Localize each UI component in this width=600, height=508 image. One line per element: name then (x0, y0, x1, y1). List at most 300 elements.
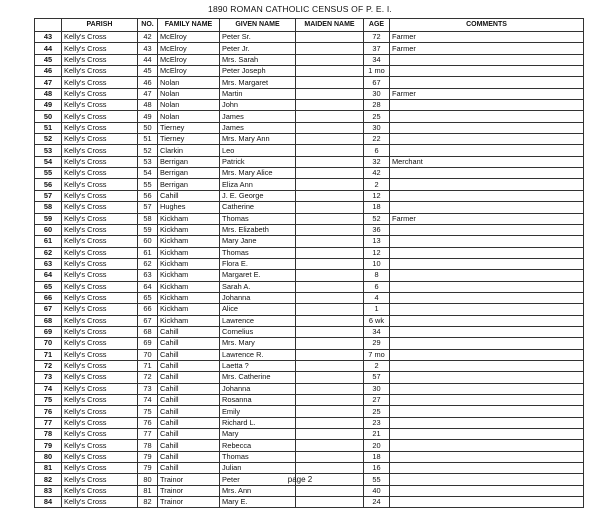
age-cell: 72 (364, 32, 390, 43)
column-header-family-name: FAMILY NAME (158, 19, 220, 32)
number-cell: 55 (138, 179, 158, 190)
table-row (35, 100, 584, 111)
family-name-cell: McElroy (158, 32, 220, 43)
table-row (35, 122, 584, 133)
comments-cell (390, 485, 584, 496)
table-row (35, 485, 584, 496)
family-name-cell: Cahill (158, 326, 220, 337)
number-cell: 67 (138, 315, 158, 326)
maiden-name-cell (296, 179, 364, 190)
page-number: page 2 (287, 475, 313, 484)
table-row (35, 315, 584, 326)
table-row (35, 66, 584, 77)
row-index-cell: 63 (35, 258, 62, 269)
family-name-cell: Trainor (158, 497, 220, 508)
number-cell: 65 (138, 292, 158, 303)
age-cell: 10 (364, 258, 390, 269)
age-cell: 6 wk (364, 315, 390, 326)
family-name-cell: Berrigan (158, 156, 220, 167)
family-name-cell: Cahill (158, 406, 220, 417)
row-index-cell: 79 (35, 440, 62, 451)
age-cell: 30 (364, 122, 390, 133)
number-cell: 64 (138, 281, 158, 292)
number-cell: 79 (138, 463, 158, 474)
parish-cell: Kelly's Cross (62, 111, 138, 122)
family-name-cell: McElroy (158, 66, 220, 77)
number-cell: 80 (138, 474, 158, 485)
table-row (35, 292, 584, 303)
given-name-cell: Alice (220, 304, 296, 315)
family-name-cell: Kickham (158, 247, 220, 258)
maiden-name-cell (296, 440, 364, 451)
row-index-cell: 48 (35, 88, 62, 99)
comments-cell (390, 417, 584, 428)
maiden-name-cell (296, 202, 364, 213)
row-index-cell: 50 (35, 111, 62, 122)
comments-cell (390, 395, 584, 406)
parish-cell: Kelly's Cross (62, 497, 138, 508)
parish-cell: Kelly's Cross (62, 315, 138, 326)
age-cell: 21 (364, 429, 390, 440)
maiden-name-cell (296, 32, 364, 43)
row-index-cell: 72 (35, 360, 62, 371)
parish-cell: Kelly's Cross (62, 88, 138, 99)
number-cell: 61 (138, 247, 158, 258)
given-name-cell: Mary Jane (220, 236, 296, 247)
table-row (35, 168, 584, 179)
table-row (35, 326, 584, 337)
family-name-cell: Cahill (158, 360, 220, 371)
family-name-cell: Cahill (158, 429, 220, 440)
maiden-name-cell (296, 338, 364, 349)
table-row (35, 429, 584, 440)
table-row (35, 270, 584, 281)
table-row (35, 383, 584, 394)
given-name-cell: Emily (220, 406, 296, 417)
given-name-cell: Mary E. (220, 497, 296, 508)
table-row (35, 372, 584, 383)
maiden-name-cell (296, 372, 364, 383)
table-row (35, 32, 584, 43)
parish-cell: Kelly's Cross (62, 304, 138, 315)
comments-cell (390, 134, 584, 145)
census-table-body (35, 32, 584, 508)
age-cell: 20 (364, 440, 390, 451)
comments-cell (390, 383, 584, 394)
census-table (34, 18, 584, 508)
given-name-cell: Mrs. Catherine (220, 372, 296, 383)
number-cell: 54 (138, 168, 158, 179)
table-row (35, 349, 584, 360)
table-row (35, 111, 584, 122)
column-header-index (35, 19, 62, 32)
number-cell: 51 (138, 134, 158, 145)
maiden-name-cell (296, 122, 364, 133)
given-name-cell: Sarah A. (220, 281, 296, 292)
age-cell: 7 mo (364, 349, 390, 360)
parish-cell: Kelly's Cross (62, 224, 138, 235)
table-row (35, 236, 584, 247)
maiden-name-cell (296, 224, 364, 235)
age-cell: 18 (364, 202, 390, 213)
age-cell: 6 (364, 281, 390, 292)
family-name-cell: Cahill (158, 190, 220, 201)
family-name-cell: Cahill (158, 440, 220, 451)
comments-cell (390, 497, 584, 508)
given-name-cell: Lawrence (220, 315, 296, 326)
number-cell: 72 (138, 372, 158, 383)
parish-cell: Kelly's Cross (62, 270, 138, 281)
family-name-cell: Tierney (158, 134, 220, 145)
age-cell: 6 (364, 145, 390, 156)
column-header-given-name: GIVEN NAME (220, 19, 296, 32)
age-cell: 40 (364, 485, 390, 496)
number-cell: 43 (138, 43, 158, 54)
maiden-name-cell (296, 360, 364, 371)
comments-cell (390, 111, 584, 122)
row-index-cell: 64 (35, 270, 62, 281)
family-name-cell: Kickham (158, 258, 220, 269)
given-name-cell: Laetta ? (220, 360, 296, 371)
maiden-name-cell (296, 326, 364, 337)
age-cell: 42 (364, 168, 390, 179)
parish-cell: Kelly's Cross (62, 429, 138, 440)
family-name-cell: Cahill (158, 349, 220, 360)
comments-cell: Farmer (390, 88, 584, 99)
given-name-cell: Peter Sr. (220, 32, 296, 43)
family-name-cell: Nolan (158, 111, 220, 122)
family-name-cell: McElroy (158, 54, 220, 65)
row-index-cell: 67 (35, 304, 62, 315)
family-name-cell: McElroy (158, 43, 220, 54)
table-row (35, 43, 584, 54)
table-row (35, 304, 584, 315)
comments-cell (390, 349, 584, 360)
family-name-cell: Trainor (158, 485, 220, 496)
maiden-name-cell (296, 134, 364, 145)
maiden-name-cell (296, 315, 364, 326)
age-cell: 37 (364, 43, 390, 54)
number-cell: 48 (138, 100, 158, 111)
number-cell: 59 (138, 224, 158, 235)
family-name-cell: Cahill (158, 372, 220, 383)
given-name-cell: Mrs. Margaret (220, 77, 296, 88)
row-index-cell: 82 (35, 474, 62, 485)
parish-cell: Kelly's Cross (62, 360, 138, 371)
comments-cell (390, 224, 584, 235)
age-cell: 1 (364, 304, 390, 315)
maiden-name-cell (296, 281, 364, 292)
row-index-cell: 81 (35, 463, 62, 474)
age-cell: 36 (364, 224, 390, 235)
age-cell: 12 (364, 247, 390, 258)
table-row (35, 179, 584, 190)
age-cell: 25 (364, 406, 390, 417)
table-row (35, 190, 584, 201)
age-cell: 18 (364, 451, 390, 462)
table-row (35, 281, 584, 292)
parish-cell: Kelly's Cross (62, 338, 138, 349)
age-cell: 67 (364, 77, 390, 88)
number-cell: 63 (138, 270, 158, 281)
age-cell: 27 (364, 395, 390, 406)
maiden-name-cell (296, 451, 364, 462)
comments-cell (390, 190, 584, 201)
given-name-cell: Peter Joseph (220, 66, 296, 77)
maiden-name-cell (296, 497, 364, 508)
number-cell: 77 (138, 429, 158, 440)
comments-cell (390, 54, 584, 65)
table-row (35, 88, 584, 99)
table-row (35, 134, 584, 145)
number-cell: 60 (138, 236, 158, 247)
family-name-cell: Kickham (158, 292, 220, 303)
maiden-name-cell (296, 292, 364, 303)
number-cell: 74 (138, 395, 158, 406)
family-name-cell: Cahill (158, 338, 220, 349)
table-row (35, 440, 584, 451)
row-index-cell: 54 (35, 156, 62, 167)
parish-cell: Kelly's Cross (62, 485, 138, 496)
age-cell: 34 (364, 326, 390, 337)
maiden-name-cell (296, 463, 364, 474)
number-cell: 76 (138, 417, 158, 428)
parish-cell: Kelly's Cross (62, 474, 138, 485)
number-cell: 68 (138, 326, 158, 337)
comments-cell (390, 440, 584, 451)
number-cell: 42 (138, 32, 158, 43)
number-cell: 58 (138, 213, 158, 224)
maiden-name-cell (296, 100, 364, 111)
age-cell: 4 (364, 292, 390, 303)
number-cell: 49 (138, 111, 158, 122)
maiden-name-cell (296, 383, 364, 394)
row-index-cell: 47 (35, 77, 62, 88)
maiden-name-cell (296, 156, 364, 167)
maiden-name-cell (296, 190, 364, 201)
column-header-comments: COMMENTS (390, 19, 584, 32)
comments-cell (390, 406, 584, 417)
given-name-cell: Eliza Ann (220, 179, 296, 190)
parish-cell: Kelly's Cross (62, 122, 138, 133)
comments-cell (390, 77, 584, 88)
given-name-cell: Lawrence R. (220, 349, 296, 360)
parish-cell: Kelly's Cross (62, 202, 138, 213)
comments-cell (390, 179, 584, 190)
number-cell: 52 (138, 145, 158, 156)
number-cell: 66 (138, 304, 158, 315)
maiden-name-cell (296, 349, 364, 360)
parish-cell: Kelly's Cross (62, 179, 138, 190)
given-name-cell: Mrs. Ann (220, 485, 296, 496)
parish-cell: Kelly's Cross (62, 383, 138, 394)
parish-cell: Kelly's Cross (62, 326, 138, 337)
parish-cell: Kelly's Cross (62, 100, 138, 111)
given-name-cell: Thomas (220, 451, 296, 462)
table-row (35, 360, 584, 371)
row-index-cell: 46 (35, 66, 62, 77)
maiden-name-cell (296, 54, 364, 65)
parish-cell: Kelly's Cross (62, 417, 138, 428)
comments-cell (390, 145, 584, 156)
number-cell: 69 (138, 338, 158, 349)
comments-cell (390, 236, 584, 247)
parish-cell: Kelly's Cross (62, 372, 138, 383)
parish-cell: Kelly's Cross (62, 43, 138, 54)
parish-cell: Kelly's Cross (62, 134, 138, 145)
age-cell: 57 (364, 372, 390, 383)
family-name-cell: Kickham (158, 304, 220, 315)
comments-cell (390, 100, 584, 111)
row-index-cell: 60 (35, 224, 62, 235)
comments-cell (390, 270, 584, 281)
comments-cell (390, 372, 584, 383)
family-name-cell: Kickham (158, 315, 220, 326)
family-name-cell: Kickham (158, 270, 220, 281)
family-name-cell: Berrigan (158, 168, 220, 179)
given-name-cell: Mary (220, 429, 296, 440)
given-name-cell: Rosanna (220, 395, 296, 406)
comments-cell (390, 463, 584, 474)
family-name-cell: Clarkin (158, 145, 220, 156)
maiden-name-cell (296, 304, 364, 315)
age-cell: 23 (364, 417, 390, 428)
age-cell: 25 (364, 111, 390, 122)
table-row (35, 395, 584, 406)
column-header-no: NO. (138, 19, 158, 32)
maiden-name-cell (296, 77, 364, 88)
comments-cell (390, 281, 584, 292)
given-name-cell: Martin (220, 88, 296, 99)
age-cell: 30 (364, 88, 390, 99)
given-name-cell: Thomas (220, 213, 296, 224)
given-name-cell: Mrs. Mary Alice (220, 168, 296, 179)
maiden-name-cell (296, 88, 364, 99)
maiden-name-cell (296, 168, 364, 179)
comments-cell (390, 258, 584, 269)
given-name-cell: Flora E. (220, 258, 296, 269)
number-cell: 81 (138, 485, 158, 496)
family-name-cell: Tierney (158, 122, 220, 133)
number-cell: 62 (138, 258, 158, 269)
number-cell: 56 (138, 190, 158, 201)
maiden-name-cell (296, 270, 364, 281)
age-cell: 2 (364, 360, 390, 371)
given-name-cell: Richard L. (220, 417, 296, 428)
comments-cell (390, 66, 584, 77)
given-name-cell: Johanna (220, 383, 296, 394)
given-name-cell: Mrs. Sarah (220, 54, 296, 65)
row-index-cell: 61 (35, 236, 62, 247)
maiden-name-cell (296, 429, 364, 440)
number-cell: 73 (138, 383, 158, 394)
row-index-cell: 49 (35, 100, 62, 111)
row-index-cell: 68 (35, 315, 62, 326)
comments-cell: Farmer (390, 213, 584, 224)
age-cell: 22 (364, 134, 390, 145)
parish-cell: Kelly's Cross (62, 349, 138, 360)
given-name-cell: J. E. George (220, 190, 296, 201)
age-cell: 34 (364, 54, 390, 65)
comments-cell: Merchant (390, 156, 584, 167)
given-name-cell: Cornelius (220, 326, 296, 337)
maiden-name-cell (296, 66, 364, 77)
row-index-cell: 69 (35, 326, 62, 337)
family-name-cell: Nolan (158, 77, 220, 88)
table-row (35, 258, 584, 269)
given-name-cell: John (220, 100, 296, 111)
comments-cell (390, 122, 584, 133)
age-cell: 16 (364, 463, 390, 474)
parish-cell: Kelly's Cross (62, 213, 138, 224)
age-cell: 24 (364, 497, 390, 508)
row-index-cell: 45 (35, 54, 62, 65)
comments-cell (390, 168, 584, 179)
comments-cell (390, 247, 584, 258)
maiden-name-cell (296, 395, 364, 406)
table-row (35, 451, 584, 462)
parish-cell: Kelly's Cross (62, 258, 138, 269)
parish-cell: Kelly's Cross (62, 77, 138, 88)
family-name-cell: Kickham (158, 236, 220, 247)
age-cell: 30 (364, 383, 390, 394)
row-index-cell: 74 (35, 383, 62, 394)
row-index-cell: 52 (35, 134, 62, 145)
family-name-cell: Nolan (158, 100, 220, 111)
column-header-parish: PARISH (62, 19, 138, 32)
comments-cell: Farmer (390, 32, 584, 43)
comments-cell (390, 292, 584, 303)
maiden-name-cell (296, 111, 364, 122)
table-row (35, 417, 584, 428)
number-cell: 47 (138, 88, 158, 99)
parish-cell: Kelly's Cross (62, 395, 138, 406)
number-cell: 70 (138, 349, 158, 360)
table-row (35, 463, 584, 474)
given-name-cell: Mrs. Mary (220, 338, 296, 349)
row-index-cell: 84 (35, 497, 62, 508)
parish-cell: Kelly's Cross (62, 66, 138, 77)
age-cell: 13 (364, 236, 390, 247)
age-cell: 1 mo (364, 66, 390, 77)
number-cell: 46 (138, 77, 158, 88)
maiden-name-cell (296, 485, 364, 496)
given-name-cell: Peter Jr. (220, 43, 296, 54)
row-index-cell: 70 (35, 338, 62, 349)
given-name-cell: Leo (220, 145, 296, 156)
given-name-cell: Johanna (220, 292, 296, 303)
table-row (35, 156, 584, 167)
row-index-cell: 73 (35, 372, 62, 383)
row-index-cell: 44 (35, 43, 62, 54)
parish-cell: Kelly's Cross (62, 32, 138, 43)
row-index-cell: 83 (35, 485, 62, 496)
row-index-cell: 43 (35, 32, 62, 43)
given-name-cell: Patrick (220, 156, 296, 167)
age-cell: 28 (364, 100, 390, 111)
table-row (35, 247, 584, 258)
maiden-name-cell (296, 247, 364, 258)
number-cell: 57 (138, 202, 158, 213)
row-index-cell: 78 (35, 429, 62, 440)
row-index-cell: 56 (35, 179, 62, 190)
comments-cell (390, 338, 584, 349)
family-name-cell: Cahill (158, 463, 220, 474)
row-index-cell: 71 (35, 349, 62, 360)
number-cell: 71 (138, 360, 158, 371)
table-row (35, 202, 584, 213)
table-row (35, 406, 584, 417)
